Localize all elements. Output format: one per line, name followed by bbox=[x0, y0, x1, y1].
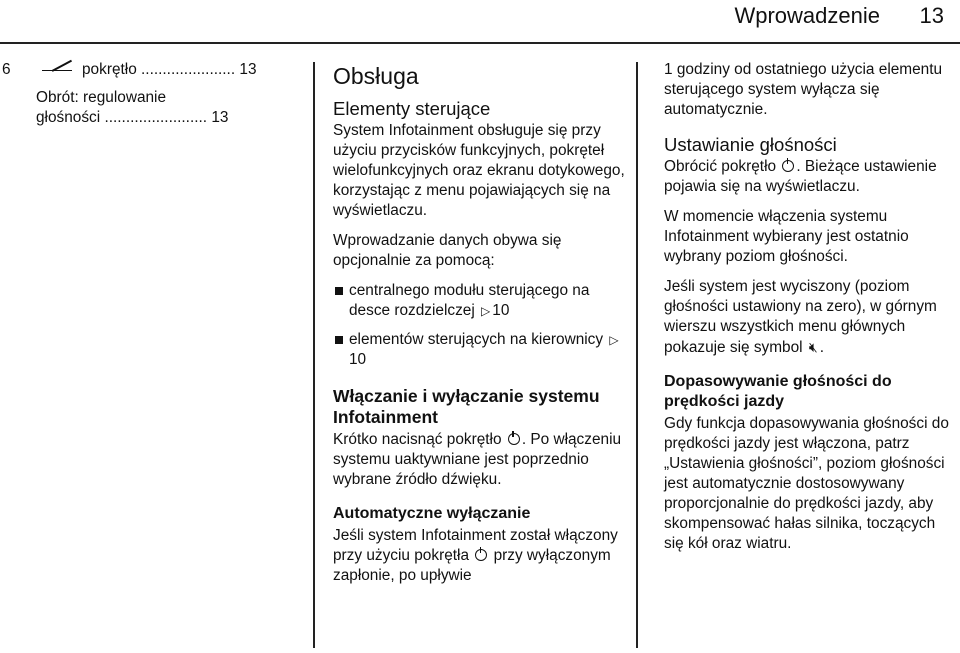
bullet-steering-text: elementów sterujących na kierownicy bbox=[349, 331, 604, 348]
bullet-central-ref[interactable]: 10 bbox=[492, 302, 510, 319]
controls-paragraph: System Infotainment obsługuje się przy użyciu przycisków funkcyjnych, pokręteł wielofunkcyjnych oraz ekranu dotykowego, korzystając z menu pojawiających się na wyświetlaczu. bbox=[333, 122, 625, 219]
power-knob-icon bbox=[475, 549, 487, 561]
heading-speed-volume: Dopasowywanie głośności do prędkości jazdy bbox=[664, 373, 892, 410]
bullet-central-text: centralnego modułu sterującego na desce rozdzielczej bbox=[349, 282, 590, 319]
column-divider-left bbox=[313, 62, 315, 648]
right-column bbox=[664, 60, 954, 564]
section-title-operation: Obsługa bbox=[333, 63, 419, 89]
index-column bbox=[2, 60, 302, 128]
volume-text-b: . Bieżące ustawienie pojawia się na wyświetlaczu. bbox=[664, 158, 937, 195]
heading-volume: Ustawianie głośności bbox=[664, 134, 837, 155]
heading-auto-off: Automatyczne wyłączanie bbox=[333, 505, 531, 522]
index-entry-knob[interactable] bbox=[2, 60, 302, 80]
middle-column bbox=[333, 60, 629, 596]
volume-paragraph-2: W momencie włączenia systemu Infotainment wybierany jest ostatnio wybrany poziom głośności. bbox=[664, 208, 909, 265]
volume-paragraph-1 bbox=[664, 157, 954, 197]
bullet-steering-ref[interactable]: 10 bbox=[349, 351, 367, 368]
bullet-central-module bbox=[333, 281, 629, 321]
bullet-square-icon bbox=[333, 281, 349, 321]
bullet-steering-controls bbox=[333, 330, 629, 370]
power-text-b: . Po włączeniu systemu uaktywniane jest poprzednio wybrane źródło dźwięku. bbox=[333, 431, 622, 488]
volume-ramp-icon bbox=[42, 60, 76, 72]
auto-off-continuation: 1 godziny od ostatniego użycia elementu sterującego system wyłącza się automatycznie. bbox=[664, 61, 943, 118]
speed-volume-paragraph: Gdy funkcja dopasowywania głośności do prędkości jazdy jest włączona, patrz „Ustawienia głośności”, poziom głośności jest automatycznie dostosowywany proporcjonalnie do prędkości jazdy, aby skompensować hałas silnika, toczących się kół oraz wiatru. bbox=[664, 415, 949, 552]
heading-power: Włączanie i wyłączanie systemu Infotainment bbox=[333, 386, 600, 427]
chapter-title: Wprowadzenie bbox=[734, 3, 880, 28]
column-divider-right bbox=[636, 62, 638, 648]
index-entry-volume-line2: głośności ........................ 13 bbox=[36, 109, 229, 126]
triangle-right-icon: ▷ bbox=[481, 304, 491, 318]
page-header bbox=[0, 0, 960, 44]
index-entry-label: pokrętło ...................... 13 bbox=[82, 61, 257, 78]
heading-controls: Elementy sterujące bbox=[333, 98, 491, 119]
index-entry-volume[interactable] bbox=[36, 88, 302, 128]
auto-off-text-b: przy wyłączonym zapłonie, po upływie bbox=[333, 547, 611, 584]
volume-paragraph-3 bbox=[664, 277, 954, 358]
bullet-square-icon bbox=[333, 330, 349, 370]
index-entry-volume-line1: Obrót: regulowanie bbox=[36, 89, 167, 106]
page-number: 13 bbox=[919, 3, 944, 28]
index-number: 6 bbox=[2, 61, 11, 78]
power-knob-icon bbox=[508, 433, 520, 445]
input-paragraph: Wprowadzanie danych obywa się opcjonalnie za pomocą: bbox=[333, 232, 562, 269]
volume-text-a: Obrócić pokrętło bbox=[664, 158, 777, 175]
triangle-right-icon: ▷ bbox=[609, 333, 619, 347]
mute-text-b: . bbox=[819, 339, 824, 356]
mute-text-a: Jeśli system jest wyciszony (poziom głośności ustawiony na zero), w górnym wierszu wszystkich menu głównych pokazuje się symbol bbox=[664, 278, 937, 356]
mute-icon: 🔇︎ bbox=[808, 339, 818, 355]
power-knob-icon bbox=[782, 160, 794, 172]
auto-off-paragraph bbox=[333, 526, 629, 586]
auto-off-text-a: Jeśli system Infotainment został włączony przy użyciu pokrętła bbox=[333, 527, 618, 564]
power-paragraph bbox=[333, 430, 629, 490]
power-text-a: Krótko nacisnąć pokrętło bbox=[333, 431, 502, 448]
